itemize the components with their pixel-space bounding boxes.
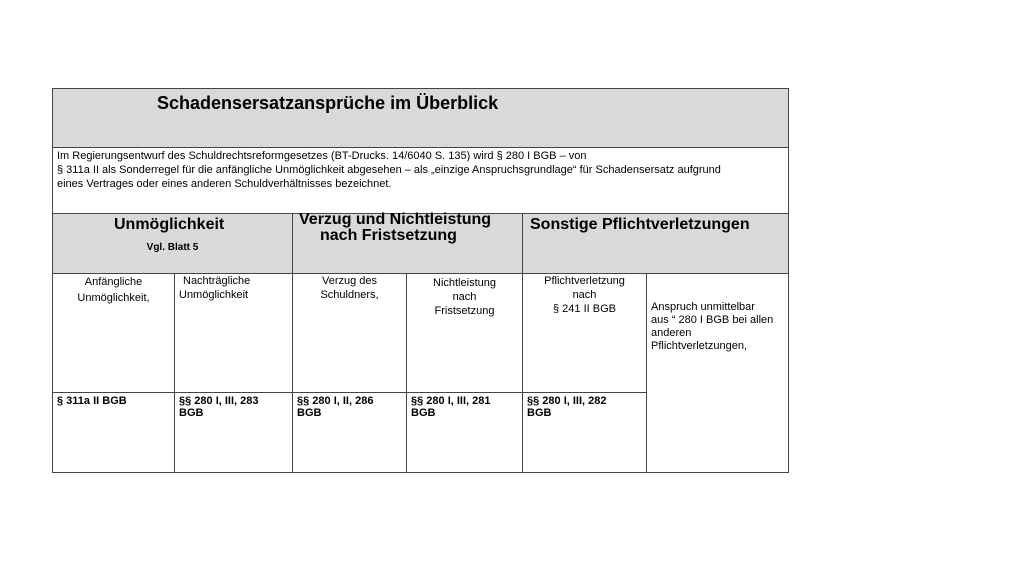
category-impossibility-label: Unmöglichkeit bbox=[114, 216, 225, 233]
sub-claim-line-4: Pflichtverletzungen, bbox=[651, 340, 747, 352]
intro-line-2: § 311a II als Sonderregel für die anfängliche Unmöglichkeit abgesehen – als „einzige Anspruchsgrundlage“ für Schadensersatz aufgrund bbox=[57, 164, 721, 176]
sub-duty-line-3: § 241 II BGB bbox=[553, 303, 616, 315]
para-default-line-2: BGB bbox=[297, 407, 322, 419]
para-subsequent-line-1: §§ 280 I, III, 283 bbox=[179, 395, 259, 407]
para-subsequent-impossibility bbox=[175, 393, 293, 473]
sub-claim-line-1: Anspruch unmittelbar bbox=[651, 301, 755, 313]
para-duty-line-2: BGB bbox=[527, 407, 552, 419]
sub-claim-line-3: anderen bbox=[651, 327, 692, 339]
sub-subsequent-line-1: Nachträgliche bbox=[183, 275, 251, 287]
sub-initial-impossibility bbox=[53, 274, 175, 393]
sub-nonperformance-line-2: nach bbox=[452, 291, 477, 303]
sub-default-line-2: Schuldners, bbox=[320, 289, 379, 301]
category-other bbox=[523, 214, 789, 274]
category-impossibility bbox=[53, 214, 293, 274]
sub-initial-line-2: Unmöglichkeit, bbox=[77, 292, 150, 304]
sub-duty-line-1: Pflichtverletzung bbox=[544, 275, 625, 287]
title-cell bbox=[53, 89, 789, 148]
para-default bbox=[293, 393, 407, 473]
para-nonperformance-line-2: BGB bbox=[411, 407, 436, 419]
sub-subsequent-line-2: Unmöglichkeit bbox=[179, 289, 249, 301]
category-delay bbox=[293, 211, 523, 274]
category-delay-line-2: nach Fristsetzung bbox=[320, 227, 457, 244]
overview-table bbox=[52, 88, 789, 473]
sub-claim-line-2: aus “ 280 I BGB bei allen bbox=[651, 314, 774, 326]
para-initial-line-1: § 311a II BGB bbox=[57, 395, 127, 407]
para-default-line-1: §§ 280 I, II, 286 bbox=[297, 395, 374, 407]
sub-direct-claim bbox=[647, 274, 789, 473]
sub-nonperformance-line-3: Fristsetzung bbox=[434, 305, 495, 317]
para-initial-impossibility bbox=[53, 393, 175, 473]
sub-default bbox=[293, 274, 407, 393]
para-duty-violation bbox=[523, 393, 647, 473]
sub-duty-line-2: nach bbox=[572, 289, 597, 301]
sub-nonperformance-line-1: Nichtleistung bbox=[433, 277, 496, 289]
sub-subsequent-impossibility bbox=[175, 274, 293, 393]
sub-nonperformance bbox=[407, 274, 523, 393]
sub-default-line-1: Verzug des bbox=[321, 275, 378, 287]
page-title: Schadensersatzansprüche im Überblick bbox=[157, 93, 499, 113]
para-subsequent-line-2: BGB bbox=[179, 407, 204, 419]
para-duty-line-1: §§ 280 I, III, 282 bbox=[527, 395, 607, 407]
intro-line-3: eines Vertrages oder eines anderen Schuldverhältnisses bezeichnet. bbox=[57, 178, 392, 190]
category-other-label: Sonstige Pflichtverletzungen bbox=[530, 216, 750, 233]
sub-duty-violation bbox=[523, 274, 647, 393]
para-nonperformance bbox=[407, 393, 523, 473]
intro-line-1: Im Regierungsentwurf des Schuldrechtsreformgesetzes (BT-Drucks. 14/6040 S. 135) wird § 280 I BGB – von bbox=[57, 150, 587, 162]
category-impossibility-note: Vgl. Blatt 5 bbox=[146, 242, 199, 253]
intro-cell bbox=[53, 148, 789, 214]
para-nonperformance-line-1: §§ 280 I, III, 281 bbox=[411, 395, 491, 407]
sub-initial-line-1: Anfängliche bbox=[84, 276, 143, 288]
category-delay-line-1: Verzug und Nichtleistung bbox=[299, 211, 492, 228]
